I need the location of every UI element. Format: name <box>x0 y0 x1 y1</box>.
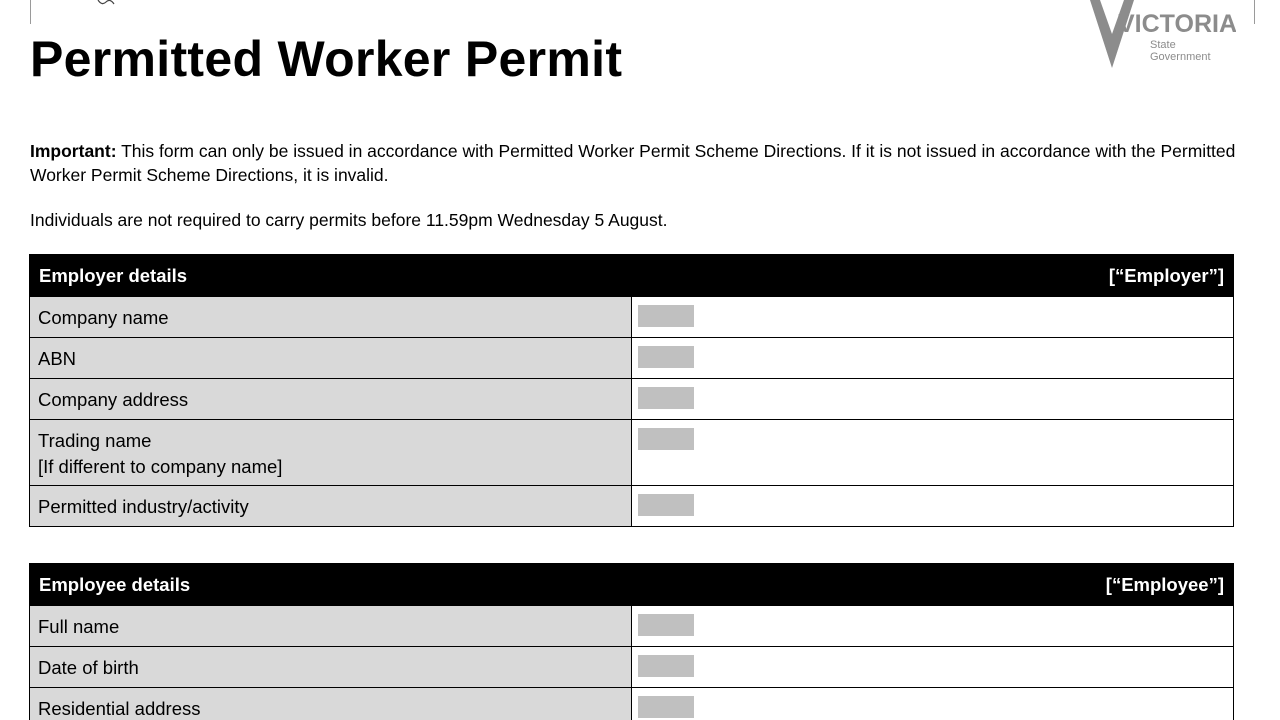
employer-details-table <box>29 254 1234 527</box>
permitted-industry-field[interactable] <box>632 486 1234 527</box>
employee-header <box>30 564 1234 606</box>
residential-address-field[interactable] <box>632 688 1234 720</box>
table-row <box>30 486 1234 527</box>
table-row <box>30 420 1234 486</box>
table-row <box>30 297 1234 338</box>
trading-name-label: Trading name <box>38 430 152 451</box>
important-text: This form can only be issued in accordance with Permitted Worker Permit Scheme Directions. If it is not issued in accordance with the Permitted Worker Permit Scheme Directions, it is invalid. <box>30 141 1236 185</box>
company-name-field[interactable] <box>632 297 1234 338</box>
pen-mark-icon <box>96 0 116 8</box>
form-field-shade[interactable] <box>638 696 694 718</box>
date-of-birth-field[interactable] <box>632 647 1234 688</box>
form-field-shade[interactable] <box>638 387 694 409</box>
form-field-shade[interactable] <box>638 614 694 636</box>
trading-name-label-cell <box>30 420 632 486</box>
crop-mark-right <box>1254 0 1255 24</box>
employee-heading: Employee details <box>39 573 191 595</box>
page-title: Permitted Worker Permit <box>30 31 623 87</box>
abn-label: ABN <box>30 338 632 379</box>
company-address-field[interactable] <box>632 379 1234 420</box>
company-name-label: Company name <box>30 297 632 338</box>
logo-wordmark: VICTORIA <box>1118 10 1236 38</box>
trading-name-sublabel: [If different to company name] <box>38 456 283 477</box>
table-row <box>30 379 1234 420</box>
date-of-birth-label: Date of birth <box>30 647 632 688</box>
form-field-shade[interactable] <box>638 346 694 368</box>
employee-header-row <box>30 564 1234 606</box>
form-field-shade[interactable] <box>638 655 694 677</box>
trading-name-field[interactable] <box>632 420 1234 486</box>
permit-carry-note: Individuals are not required to carry permits before 11.59pm Wednesday 5 August. <box>30 210 668 230</box>
important-label: Important: <box>30 141 117 161</box>
employer-header-row <box>30 255 1234 297</box>
logo-line-government: Government <box>1150 51 1211 63</box>
employer-header <box>30 255 1234 297</box>
logo-line-state: State <box>1150 39 1176 51</box>
form-field-shade[interactable] <box>638 305 694 327</box>
victoria-government-logo <box>1086 0 1236 72</box>
table-row <box>30 647 1234 688</box>
abn-field[interactable] <box>632 338 1234 379</box>
form-field-shade[interactable] <box>638 428 694 450</box>
full-name-field[interactable] <box>632 606 1234 647</box>
important-notice <box>30 139 1260 187</box>
form-field-shade[interactable] <box>638 494 694 516</box>
employee-details-table <box>29 563 1234 720</box>
employer-heading: Employer details <box>39 264 188 286</box>
table-row <box>30 606 1234 647</box>
permitted-industry-label: Permitted industry/activity <box>30 486 632 527</box>
table-row <box>30 688 1234 720</box>
employee-tag: [“Employee”] <box>1105 573 1224 595</box>
employer-tag: [“Employer”] <box>1108 264 1224 286</box>
residential-address-label: Residential address <box>30 688 632 720</box>
full-name-label: Full name <box>30 606 632 647</box>
company-address-label: Company address <box>30 379 632 420</box>
table-row <box>30 338 1234 379</box>
victoria-logo-mark <box>1086 0 1236 72</box>
crop-mark-left <box>30 0 31 24</box>
